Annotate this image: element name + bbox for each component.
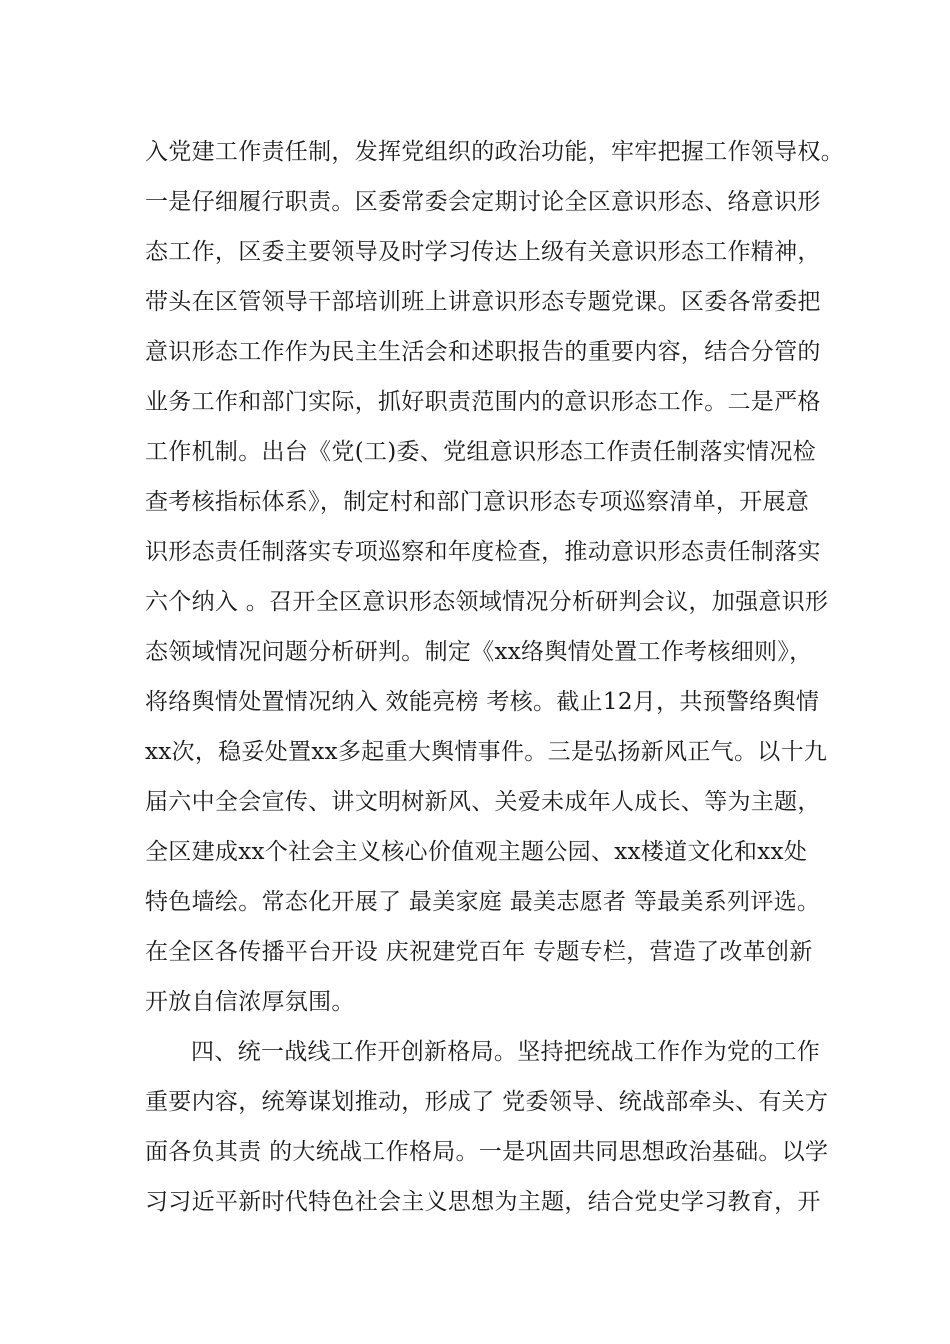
- text-line: 入党建工作责任制，发挥党组织的政治功能，牢牢把握工作领导权。: [145, 139, 844, 165]
- text-line: 工作机制。出台《党(工)委、党组意识形态工作责任制落实情况检: [145, 439, 816, 465]
- text-line: 在全区各传播平台开设 庆祝建党百年 专题专栏，营造了改革创新: [145, 939, 813, 965]
- text-line: 识形态责任制落实专项巡察和年度检查，推动意识形态责任制落实: [145, 539, 821, 565]
- paragraph-first-line: 四、统一战线工作开创新格局。坚持把统战工作作为党的工作: [191, 1039, 821, 1065]
- text-line: xx次，稳妥处置xx多起重大舆情事件。三是弘扬新风正气。以十九: [145, 739, 828, 765]
- text-line: 查考核指标体系》，制定村和部门意识形态专项巡察清单，开展意: [145, 489, 810, 515]
- text-line: 特色墙绘。常态化开展了 最美家庭 最美志愿者 等最美系列评选。: [145, 889, 821, 915]
- text-line: 面各负其责 的大统战工作格局。一是巩固共同思想政治基础。以学: [145, 1139, 829, 1165]
- text-line: 一是仔细履行职责。区委常委会定期讨论全区意识形态、络意识形: [145, 189, 821, 215]
- text-line: 带头在区管领导干部培训班上讲意识形态专题党课。区委各常委把: [145, 289, 821, 315]
- text-line: 意识形态工作作为民主生活会和述职报告的重要内容，结合分管的: [145, 339, 821, 365]
- text-line: 态工作，区委主要领导及时学习传达上级有关意识形态工作精神，: [145, 239, 821, 265]
- text-line: 届六中全会宣传、讲文明树新风、关爱未成年人成长、等为主题，: [145, 789, 821, 815]
- text-line: 重要内容，统筹谋划推动，形成了 党委领导、统战部牵头、有关方: [145, 1089, 829, 1115]
- text-line: 全区建成xx个社会主义核心价值观主题公园、xx楼道文化和xx处: [145, 839, 808, 865]
- text-line: 将络舆情处置情况纳入 效能亮榜 考核。截止12月，共预警络舆情: [145, 689, 820, 715]
- text-line: 习习近平新时代特色社会主义思想为主题，结合党史学习教育，开: [145, 1189, 821, 1215]
- text-line: 六个纳入 。召开全区意识形态领域情况分析研判会议，加强意识形: [145, 589, 829, 615]
- text-line: 业务工作和部门实际，抓好职责范围内的意识形态工作。二是严格: [145, 389, 821, 415]
- text-line: 开放自信浓厚氛围。: [145, 989, 355, 1015]
- text-line: 态领域情况问题分析研判。制定《xx络舆情处置工作考核细则》，: [145, 639, 813, 665]
